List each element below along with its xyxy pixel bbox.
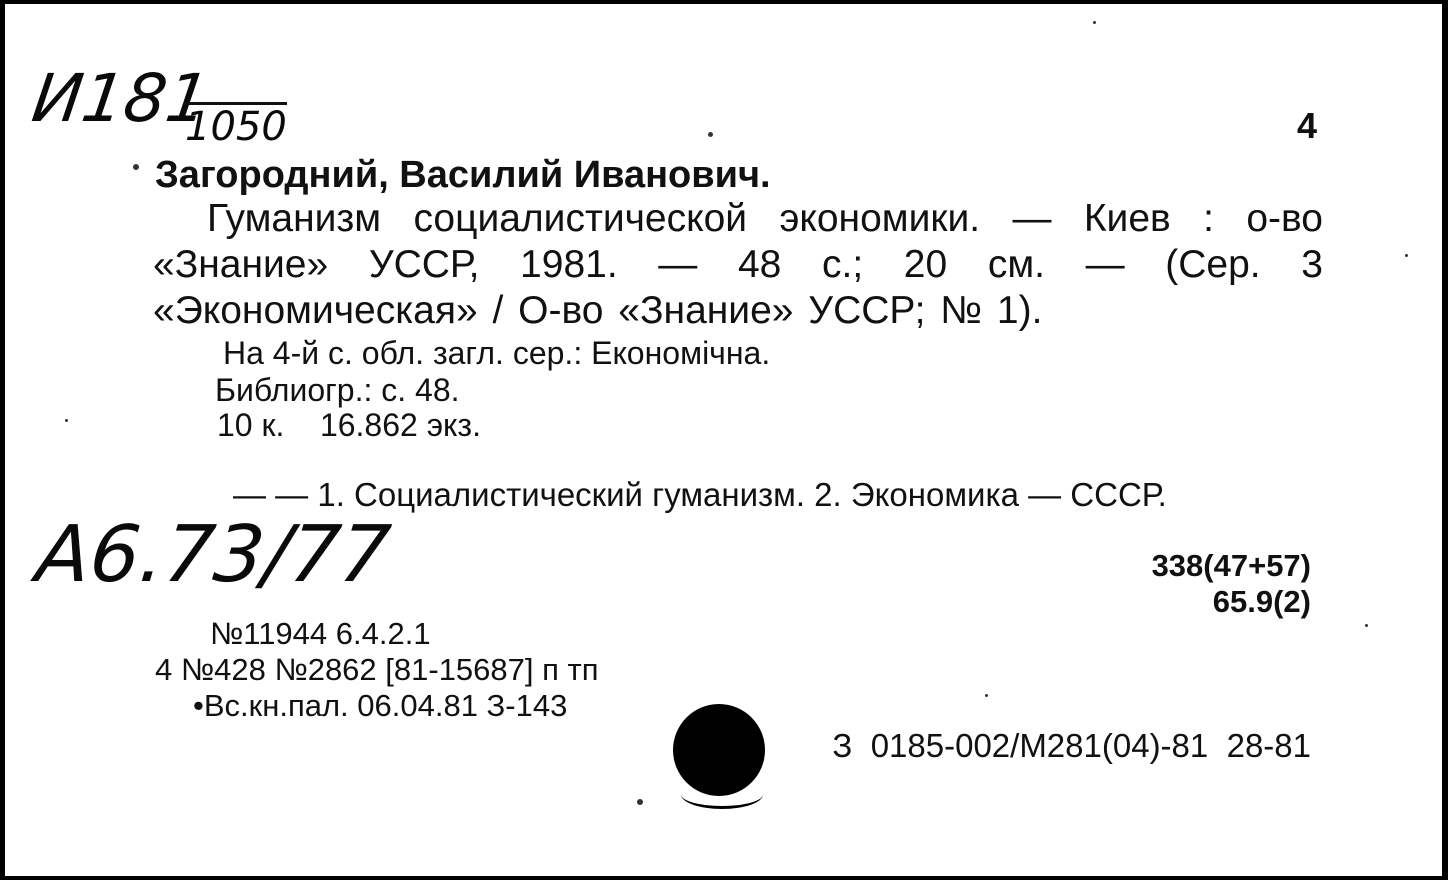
catalog-code: З 0185-002/М281(04)-81 28-81 <box>832 727 1311 764</box>
classification-udc: 338(47+57) <box>1151 548 1311 583</box>
subject-headings: — — 1. Социалистический гуманизм. 2. Экономика — СССР. <box>233 476 1167 513</box>
handwritten-shelfmark: А6.73/77 <box>32 510 395 600</box>
card-count: 4 <box>1296 105 1317 146</box>
tech-line-order: №11944 6.4.2.1 <box>210 616 431 651</box>
speck <box>1405 254 1408 257</box>
speck <box>637 799 643 805</box>
speck <box>65 419 68 422</box>
speck <box>708 132 713 137</box>
note-series-title: На 4-й с. обл. загл. сер.: Економічна. <box>223 335 771 371</box>
note-price-copies: 10 к. 16.862 экз. <box>217 407 481 443</box>
speck <box>133 164 139 170</box>
author-heading: Загородний, Василий Иванович. <box>155 154 771 196</box>
handwritten-call-number: И181 <box>27 60 214 137</box>
speck <box>985 694 988 697</box>
tech-line-numbers: 4 №428 №2862 [81-15687] п тп <box>155 652 599 687</box>
classification-bbk: 65.9(2) <box>1212 584 1311 619</box>
punch-hole-crease <box>681 780 763 809</box>
description-line-3: «Экономическая» / О-во «Знание» УССР; № 1). <box>153 289 1043 332</box>
speck <box>1365 624 1368 627</box>
handwritten-call-fraction: 1050 <box>185 104 287 150</box>
note-bibliography: Библиогр.: с. 48. <box>215 372 460 408</box>
speck <box>1093 21 1096 24</box>
tech-line-chamber: •Вс.кн.пал. 06.04.81 З-143 <box>193 688 568 723</box>
description-line-2: «Знание» УССР, 1981. — 48 с.; 20 см. — (Сер. 3 <box>153 243 1323 286</box>
description-line-1: Гуманизм социалистической экономики. — Киев : о-во <box>207 197 1323 240</box>
